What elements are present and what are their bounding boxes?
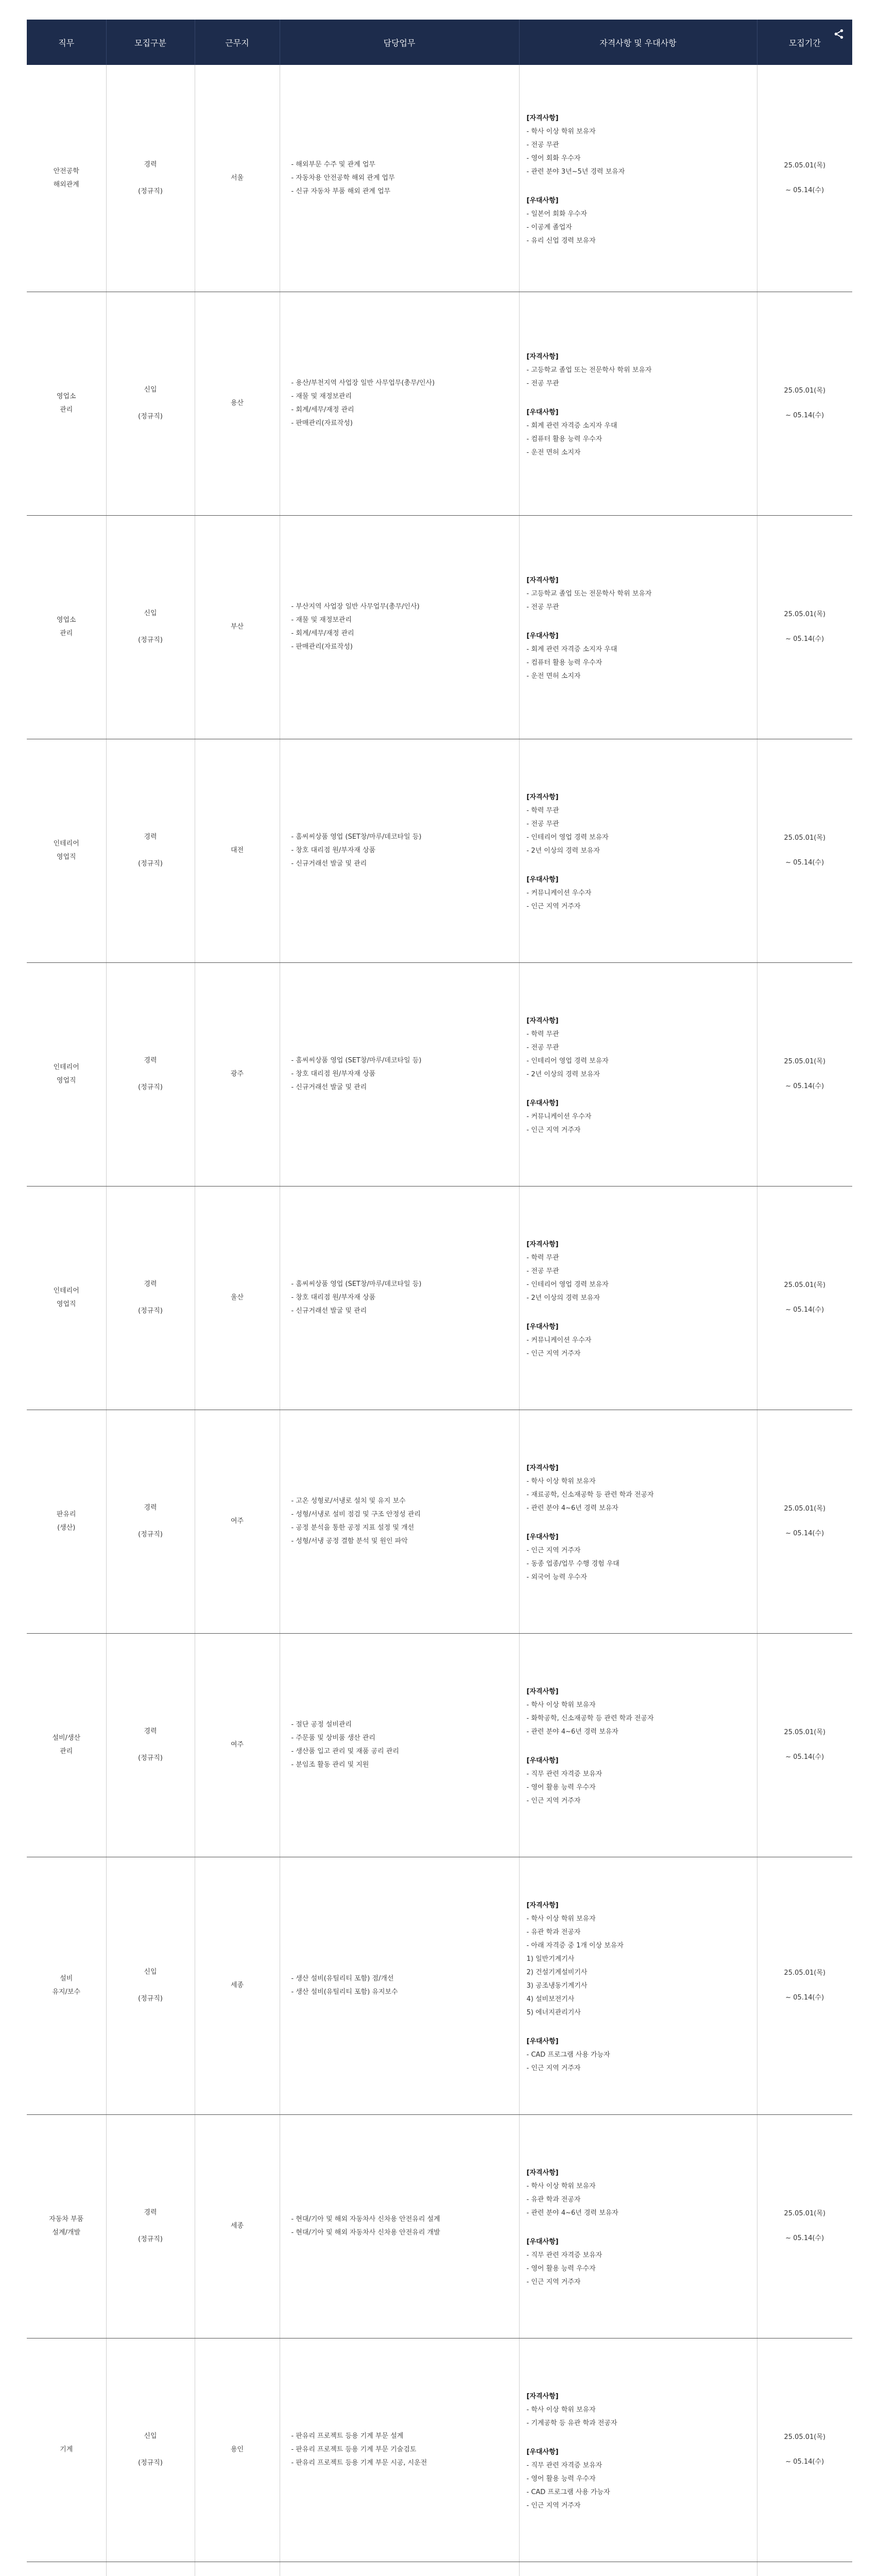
req-line: - 전공 무관 xyxy=(526,1267,559,1275)
req-line: - 학력 무관 xyxy=(526,807,559,815)
pref-label: [우대사항] xyxy=(526,1533,559,1541)
job-line: 설비 xyxy=(60,1975,73,1982)
type-line: (정규직) xyxy=(138,1754,163,1762)
job-line: 관리 xyxy=(60,630,73,637)
duties-cell xyxy=(280,2114,519,2338)
duties-cell xyxy=(280,962,519,1186)
qual-cell xyxy=(519,1410,757,1633)
pref-line: - 이공계 졸업자 xyxy=(526,223,572,231)
req-line: - 인테리어 영업 경력 보유자 xyxy=(526,1057,609,1065)
period-line: ~ 05.14(수) xyxy=(785,186,824,194)
req-line: - 전공 무관 xyxy=(526,820,559,828)
req-line: - 기계공학 등 유관 학과 전공자 xyxy=(526,2419,617,2427)
req-line: - 화학공학, 신소재공학 등 관련 학과 전공자 xyxy=(526,1715,654,1722)
duties-cell xyxy=(280,515,519,739)
job-cell xyxy=(27,292,106,515)
duties-cell xyxy=(280,292,519,515)
req-line: - 학사 이상 학위 보유자 xyxy=(526,1478,596,1485)
pref-line: - 외국어 능력 우수자 xyxy=(526,1573,588,1581)
location-cell: 용인 xyxy=(195,2338,280,2562)
pref-line: - CAD 프로그램 사용 가능자 xyxy=(526,2488,610,2496)
req-label: [자격사항] xyxy=(526,793,559,801)
type-cell xyxy=(106,1186,195,1410)
duty-line: - 성형/서냉 공정 결함 분석 및 원인 파악 xyxy=(291,1537,408,1545)
req-line: - 관련 분야 3년~5년 경력 보유자 xyxy=(526,167,625,176)
pref-line: - 직무 관련 자격증 보유자 xyxy=(526,1770,602,1778)
pref-line: - 직무 관련 자격증 보유자 xyxy=(526,2462,602,2469)
period-line: 25.05.01(목) xyxy=(784,834,826,842)
duties-cell xyxy=(280,1857,519,2114)
pref-line: - 유리 신업 경력 보유자 xyxy=(526,236,596,245)
location-cell: 세종 xyxy=(195,2114,280,2338)
type-line: (정규직) xyxy=(138,2235,163,2243)
location-cell: 대전 xyxy=(195,739,280,962)
type-line: (정규직) xyxy=(138,1307,163,1315)
table-row xyxy=(27,1857,852,2114)
job-line: 영업소 xyxy=(56,393,76,400)
pref-label: [우대사항] xyxy=(526,1323,559,1331)
table-row xyxy=(27,1633,852,1857)
duty-line: - 자동차용 안전공학 해외 관계 업무 xyxy=(291,174,395,182)
job-line: 인테리어 xyxy=(53,1287,79,1295)
type-cell xyxy=(106,739,195,962)
duty-line: - 회계/세무/재정 관리 xyxy=(291,406,354,414)
duty-line: - 생산품 입고 관리 및 재품 공리 관리 xyxy=(291,1748,399,1755)
pref-label: [우대사항] xyxy=(526,1099,559,1107)
req-line: - 학력 무관 xyxy=(526,1030,559,1038)
job-cell xyxy=(27,962,106,1186)
table-row xyxy=(27,2338,852,2562)
job-line: 인테리어 xyxy=(53,840,79,848)
req-line: - 2년 이상의 경력 보유자 xyxy=(526,847,600,855)
req-label: [자격사항] xyxy=(526,353,559,361)
job-cell xyxy=(27,65,106,292)
req-line: - 학사 이상 학위 보유자 xyxy=(526,2182,596,2190)
duty-line: - 판유리 프로젝트 등용 기계 부문 설계 xyxy=(291,2432,404,2440)
duty-line: - 신규 자동차 부품 해외 관계 업무 xyxy=(291,187,391,195)
duty-line: - 성형/서냉로 설비 점검 및 구조 안정성 관리 xyxy=(291,1511,421,1518)
period-cell xyxy=(757,962,852,1186)
req-line: - 인테리어 영업 경력 보유자 xyxy=(526,834,609,841)
period-line: ~ 05.14(수) xyxy=(785,1530,824,1537)
table-row xyxy=(27,2114,852,2338)
req-line: - 유관 학과 전공자 xyxy=(526,1928,581,1936)
type-line: 경력 xyxy=(144,1727,157,1735)
type-line: 경력 xyxy=(144,1057,157,1064)
req-line: - 인테리어 영업 경력 보유자 xyxy=(526,1281,609,1289)
duty-line: - 홈씨씨상품 영업 (SET창/마루/데코타일 등) xyxy=(291,833,422,841)
job-cell xyxy=(27,2338,106,2562)
duty-line: - 신규거래선 발굴 및 관리 xyxy=(291,1083,367,1091)
period-cell xyxy=(757,1186,852,1410)
job-line: 영업소 xyxy=(56,616,76,624)
type-cell xyxy=(106,2562,195,2576)
qual-cell xyxy=(519,2114,757,2338)
duties-cell xyxy=(280,1633,519,1857)
col-qualifications: 자격사항 및 우대사항 xyxy=(519,20,757,65)
req-line: - 학력 무관 xyxy=(526,1254,559,1262)
duty-line: - 홈씨씨상품 영업 (SET창/마루/데코타일 등) xyxy=(291,1057,422,1064)
qual-cell xyxy=(519,2338,757,2562)
job-cell xyxy=(27,1186,106,1410)
req-label: [자격사항] xyxy=(526,2393,559,2400)
period-cell xyxy=(757,2338,852,2562)
req-line: - 재료공학, 신소재공학 등 관련 학과 전공자 xyxy=(526,1491,654,1499)
period-line: ~ 05.14(수) xyxy=(785,1306,824,1314)
job-cell xyxy=(27,2562,106,2576)
req-line: 1) 일반기계기사 xyxy=(526,1955,575,1963)
pref-line: - 회계 관련 자격증 소지자 우대 xyxy=(526,422,617,430)
duties-cell xyxy=(280,739,519,962)
job-line: 영업직 xyxy=(56,1300,76,1308)
pref-line: - 인근 지역 거주자 xyxy=(526,2064,581,2072)
job-line: 인테리어 xyxy=(53,1063,79,1071)
pref-line: - 영어 활용 능력 우수자 xyxy=(526,2265,596,2273)
table-row xyxy=(27,2562,852,2576)
job-line: 유지/보수 xyxy=(52,1988,81,1996)
table-row xyxy=(27,65,852,292)
job-line: 해외관계 xyxy=(53,180,79,189)
location-cell: 부산 xyxy=(195,515,280,739)
req-line: - 관련 분야 4~6년 경력 보유자 xyxy=(526,1504,618,1512)
duty-line: - 공정 분석을 통한 공정 지표 설정 및 개선 xyxy=(291,1524,415,1532)
qual-cell xyxy=(519,65,757,292)
table-row xyxy=(27,739,852,962)
req-line: - 전공 무관 xyxy=(526,380,559,387)
location-cell: 울산 xyxy=(195,1186,280,1410)
pref-label: [우대사항] xyxy=(526,632,559,640)
period-line: 25.05.01(목) xyxy=(784,611,826,618)
type-line: 신입 xyxy=(144,386,157,394)
pref-line: - 운전 면허 소지자 xyxy=(526,449,581,456)
pref-line: - 운전 면허 소지자 xyxy=(526,672,581,680)
req-line: - 전공 무관 xyxy=(526,1044,559,1052)
share-icon[interactable] xyxy=(829,24,849,44)
duty-line: - 절단 공정 설비관리 xyxy=(291,1721,352,1728)
req-line: 5) 에너지관리기사 xyxy=(526,2009,581,2016)
type-line: 경력 xyxy=(144,833,157,841)
duty-line: - 고온 성형로/서냉로 설치 및 유지 보수 xyxy=(291,1497,406,1505)
period-line: ~ 05.14(수) xyxy=(785,859,824,867)
duty-line: - 재물 및 재정보관리 xyxy=(291,393,352,400)
pref-label: [우대사항] xyxy=(526,2448,559,2456)
duty-line: - 창호 대리점 원/부자재 상품 xyxy=(291,1070,376,1078)
qual-cell xyxy=(519,2562,757,2576)
pref-line: - 회계 관련 자격증 소지자 우대 xyxy=(526,646,617,653)
duties-cell xyxy=(280,1186,519,1410)
qual-cell xyxy=(519,1633,757,1857)
pref-label: [우대사항] xyxy=(526,2238,559,2246)
type-line: (정규직) xyxy=(138,1083,163,1091)
period-cell xyxy=(757,292,852,515)
pref-line: - 인근 지역 거주자 xyxy=(526,1797,581,1805)
job-cell xyxy=(27,1857,106,2114)
req-line: - 관련 분야 4~6년 경력 보유자 xyxy=(526,1728,618,1736)
pref-line: - 커뮤니케이션 우수자 xyxy=(526,1336,592,1344)
type-line: (정규직) xyxy=(138,413,163,420)
job-line: 판유리 xyxy=(56,1511,76,1518)
period-line: 25.05.01(목) xyxy=(784,1281,826,1289)
duty-line: - 생산 설비(유틸리티 포함) 점/개선 xyxy=(291,1975,394,1982)
location-cell: 서울 xyxy=(195,65,280,292)
req-label: [자격사항] xyxy=(526,1688,559,1696)
duty-line: - 판유리 프로젝트 등용 기계 부문 기술검토 xyxy=(291,2446,417,2453)
job-line: 영업직 xyxy=(56,1077,76,1084)
job-cell xyxy=(27,1633,106,1857)
period-line: ~ 05.14(수) xyxy=(785,2458,824,2466)
pref-label: [우대사항] xyxy=(526,409,559,416)
duty-line: - 재물 및 재정보관리 xyxy=(291,616,352,624)
table-header xyxy=(27,20,852,65)
type-cell xyxy=(106,515,195,739)
duty-line: - 주문품 및 상비품 생산 관리 xyxy=(291,1734,375,1742)
pref-line: - 인근 지역 거주자 xyxy=(526,2502,581,2510)
type-line: 신입 xyxy=(144,609,157,617)
req-label: [자격사항] xyxy=(526,577,559,584)
period-cell xyxy=(757,1633,852,1857)
period-line: 25.05.01(목) xyxy=(784,2210,826,2217)
job-cell xyxy=(27,2114,106,2338)
period-line: 25.05.01(목) xyxy=(784,1505,826,1513)
period-line: 25.05.01(목) xyxy=(784,1058,826,1065)
pref-label: [우대사항] xyxy=(526,196,559,205)
pref-line: - 인근 지역 거주자 xyxy=(526,903,581,910)
job-line: 설계/개발 xyxy=(52,2229,81,2236)
duties-cell xyxy=(280,2338,519,2562)
col-location: 근무지 xyxy=(195,20,280,65)
duty-line: - 현대/기아 및 해외 자동차사 신차용 안전유리 개발 xyxy=(291,2229,440,2236)
type-cell xyxy=(106,2338,195,2562)
pref-line: - 직무 관련 자격증 보유자 xyxy=(526,2251,602,2259)
job-cell xyxy=(27,739,106,962)
period-line: ~ 05.14(수) xyxy=(785,1994,824,2002)
qual-cell xyxy=(519,1857,757,2114)
type-cell xyxy=(106,2114,195,2338)
location-cell: 여주 xyxy=(195,1633,280,1857)
job-line: 기계 xyxy=(60,2446,73,2453)
duty-line: - 부산지역 사업장 일반 사무업무(총무/인사) xyxy=(291,603,420,611)
qual-cell xyxy=(519,515,757,739)
req-line: - 아래 자격증 중 1개 이상 보유자 xyxy=(526,1942,624,1950)
job-line: 관리 xyxy=(60,406,73,414)
req-line: - 전공 무관 xyxy=(526,141,559,149)
pref-label: [우대사항] xyxy=(526,2038,559,2045)
qual-cell xyxy=(519,962,757,1186)
period-line: ~ 05.14(수) xyxy=(785,1082,824,1090)
table-row xyxy=(27,1410,852,1633)
type-line: 경력 xyxy=(144,1504,157,1512)
req-label: [자격사항] xyxy=(526,2169,559,2177)
type-cell xyxy=(106,65,195,292)
pref-line: - 일본어 회화 우수자 xyxy=(526,210,588,218)
req-label: [자격사항] xyxy=(526,1902,559,1909)
req-line: 4) 설비보전기사 xyxy=(526,1995,575,2003)
period-cell xyxy=(757,739,852,962)
period-cell xyxy=(757,2562,852,2576)
duty-line: - 창호 대리점 원/부자재 상품 xyxy=(291,1294,376,1301)
period-line: 25.05.01(목) xyxy=(784,387,826,395)
pref-line: - 영어 활용 능력 우수자 xyxy=(526,2475,596,2483)
duties-cell xyxy=(280,2562,519,2576)
table-row xyxy=(27,962,852,1186)
req-line: - 학사 이상 학위 보유자 xyxy=(526,127,596,135)
duty-line: - 신규거래선 발굴 및 관리 xyxy=(291,860,367,868)
col-type: 모집구분 xyxy=(106,20,195,65)
job-table xyxy=(27,20,852,2576)
job-cell xyxy=(27,1410,106,1633)
duties-cell xyxy=(280,65,519,292)
table-row xyxy=(27,292,852,515)
type-cell xyxy=(106,1633,195,1857)
req-line: - 관련 분야 4~6년 경력 보유자 xyxy=(526,2209,618,2217)
location-cell: 광주 xyxy=(195,962,280,1186)
duty-line: - 신규거래선 발굴 및 관리 xyxy=(291,1307,367,1315)
type-line: (정규직) xyxy=(138,2459,163,2467)
period-line: ~ 05.14(수) xyxy=(785,412,824,419)
req-line: - 2년 이상의 경력 보유자 xyxy=(526,1071,600,1078)
req-line: - 영어 회화 우수자 xyxy=(526,154,581,162)
table-row xyxy=(27,515,852,739)
job-line: 자동차 부품 xyxy=(49,2215,84,2223)
type-cell xyxy=(106,1410,195,1633)
type-line: 경력 xyxy=(144,2209,157,2216)
pref-line: - 컴퓨터 활용 능력 우수자 xyxy=(526,435,602,443)
type-line: (정규직) xyxy=(138,1531,163,1538)
col-job: 직무 xyxy=(27,20,106,65)
duty-line: - 용산/부천지역 사업장 일반 사무업무(총무/인사) xyxy=(291,379,435,387)
period-line: 25.05.01(목) xyxy=(784,2433,826,2441)
recruit-notice xyxy=(27,20,852,2576)
duty-line: - 판유리 프로젝트 등용 기계 부문 시공, 시운전 xyxy=(291,2459,427,2467)
table-row xyxy=(27,1186,852,1410)
req-line: 2) 건설기계설비기사 xyxy=(526,1969,588,1976)
pref-line: - 인근 지역 거주자 xyxy=(526,1126,581,1134)
period-cell xyxy=(757,1410,852,1633)
period-line: ~ 05.14(수) xyxy=(785,2234,824,2242)
req-label: [자격사항] xyxy=(526,1017,559,1025)
req-line: - 유관 학과 전공자 xyxy=(526,2196,581,2204)
job-line: 안전공학 xyxy=(53,167,79,175)
pref-line: - 동종 업종/업무 수행 경험 우대 xyxy=(526,1560,619,1568)
type-line: (정규직) xyxy=(138,1995,163,2003)
pref-line: - 컴퓨터 활용 능력 우수자 xyxy=(526,659,602,667)
pref-line: - 인근 지역 거주자 xyxy=(526,1547,581,1554)
job-line: 설비/생산 xyxy=(52,1734,81,1742)
type-line: (정규직) xyxy=(138,187,163,195)
job-line: 영업직 xyxy=(56,853,76,861)
period-line: 25.05.01(목) xyxy=(784,161,826,170)
duty-line: - 현대/기아 및 해외 자동차사 신차용 안전유리 설계 xyxy=(291,2215,440,2223)
type-line: (정규직) xyxy=(138,636,163,644)
req-line: - 고등학교 졸업 또는 전문학사 학위 보유자 xyxy=(526,366,652,374)
location-cell xyxy=(195,2562,280,2576)
type-cell xyxy=(106,292,195,515)
duty-line: - 판매관리(자료작성) xyxy=(291,643,353,651)
location-cell: 용산 xyxy=(195,292,280,515)
qual-cell xyxy=(519,292,757,515)
period-line: ~ 05.14(수) xyxy=(785,635,824,643)
req-line: - 학사 이상 학위 보유자 xyxy=(526,2406,596,2414)
type-cell xyxy=(106,1857,195,2114)
req-line: - 학사 이상 학위 보유자 xyxy=(526,1701,596,1709)
period-line: 25.05.01(목) xyxy=(784,1969,826,1977)
req-line: - 2년 이상의 경력 보유자 xyxy=(526,1294,600,1302)
req-line: - 전공 무관 xyxy=(526,603,559,611)
duty-line: - 생산 설비(유틸리티 포함) 유지보수 xyxy=(291,1988,398,1996)
req-label: [자격사항] xyxy=(526,1241,559,1248)
pref-line: - 인근 지역 거주자 xyxy=(526,1350,581,1358)
type-cell xyxy=(106,962,195,1186)
col-period: 모집기간 xyxy=(757,20,852,65)
period-cell xyxy=(757,1857,852,2114)
pref-line: - 커뮤니케이션 우수자 xyxy=(526,1113,592,1121)
duty-line: - 판매관리(자료작성) xyxy=(291,419,353,427)
type-line: 신입 xyxy=(144,1968,157,1976)
duty-line: - 회계/세무/재정 관리 xyxy=(291,630,354,637)
qual-cell xyxy=(519,1186,757,1410)
pref-line: - CAD 프로그램 사용 가능자 xyxy=(526,2051,610,2059)
pref-line: - 영어 활용 능력 우수자 xyxy=(526,1784,596,1791)
pref-label: [우대사항] xyxy=(526,1757,559,1765)
pref-label: [우대사항] xyxy=(526,876,559,884)
qual-cell xyxy=(519,739,757,962)
location-cell: 여주 xyxy=(195,1410,280,1633)
duty-line: - 분임조 활동 관리 및 지원 xyxy=(291,1761,369,1769)
type-line: 경력 xyxy=(144,1280,157,1288)
period-line: 25.05.01(목) xyxy=(784,1728,826,1736)
duty-line: - 해외부문 수주 및 관계 업무 xyxy=(291,160,375,168)
job-cell xyxy=(27,515,106,739)
duties-cell xyxy=(280,1410,519,1633)
job-line: 관리 xyxy=(60,1748,73,1755)
type-line: 경력 xyxy=(144,160,157,168)
duty-line: - 창호 대리점 원/부자재 상품 xyxy=(291,846,376,854)
req-line: 3) 공조냉동기계기사 xyxy=(526,1982,588,1990)
duty-line: - 홈씨씨상품 영업 (SET창/마루/데코타일 등) xyxy=(291,1280,422,1288)
period-cell xyxy=(757,65,852,292)
pref-line: - 커뮤니케이션 우수자 xyxy=(526,889,592,897)
period-line: ~ 05.14(수) xyxy=(785,1753,824,1761)
location-cell: 세종 xyxy=(195,1857,280,2114)
req-line: - 고등학교 졸업 또는 전문학사 학위 보유자 xyxy=(526,590,652,598)
job-line: (생산) xyxy=(57,1524,76,1532)
type-line: (정규직) xyxy=(138,860,163,868)
req-line: - 학사 이상 학위 보유자 xyxy=(526,1915,596,1923)
type-line: 신입 xyxy=(144,2432,157,2440)
col-duties: 담당업무 xyxy=(280,20,519,65)
pref-line: - 인근 지역 거주자 xyxy=(526,2278,581,2286)
req-label: [자격사항] xyxy=(526,114,559,122)
req-label: [자격사항] xyxy=(526,1464,559,1472)
period-cell xyxy=(757,515,852,739)
period-cell xyxy=(757,2114,852,2338)
